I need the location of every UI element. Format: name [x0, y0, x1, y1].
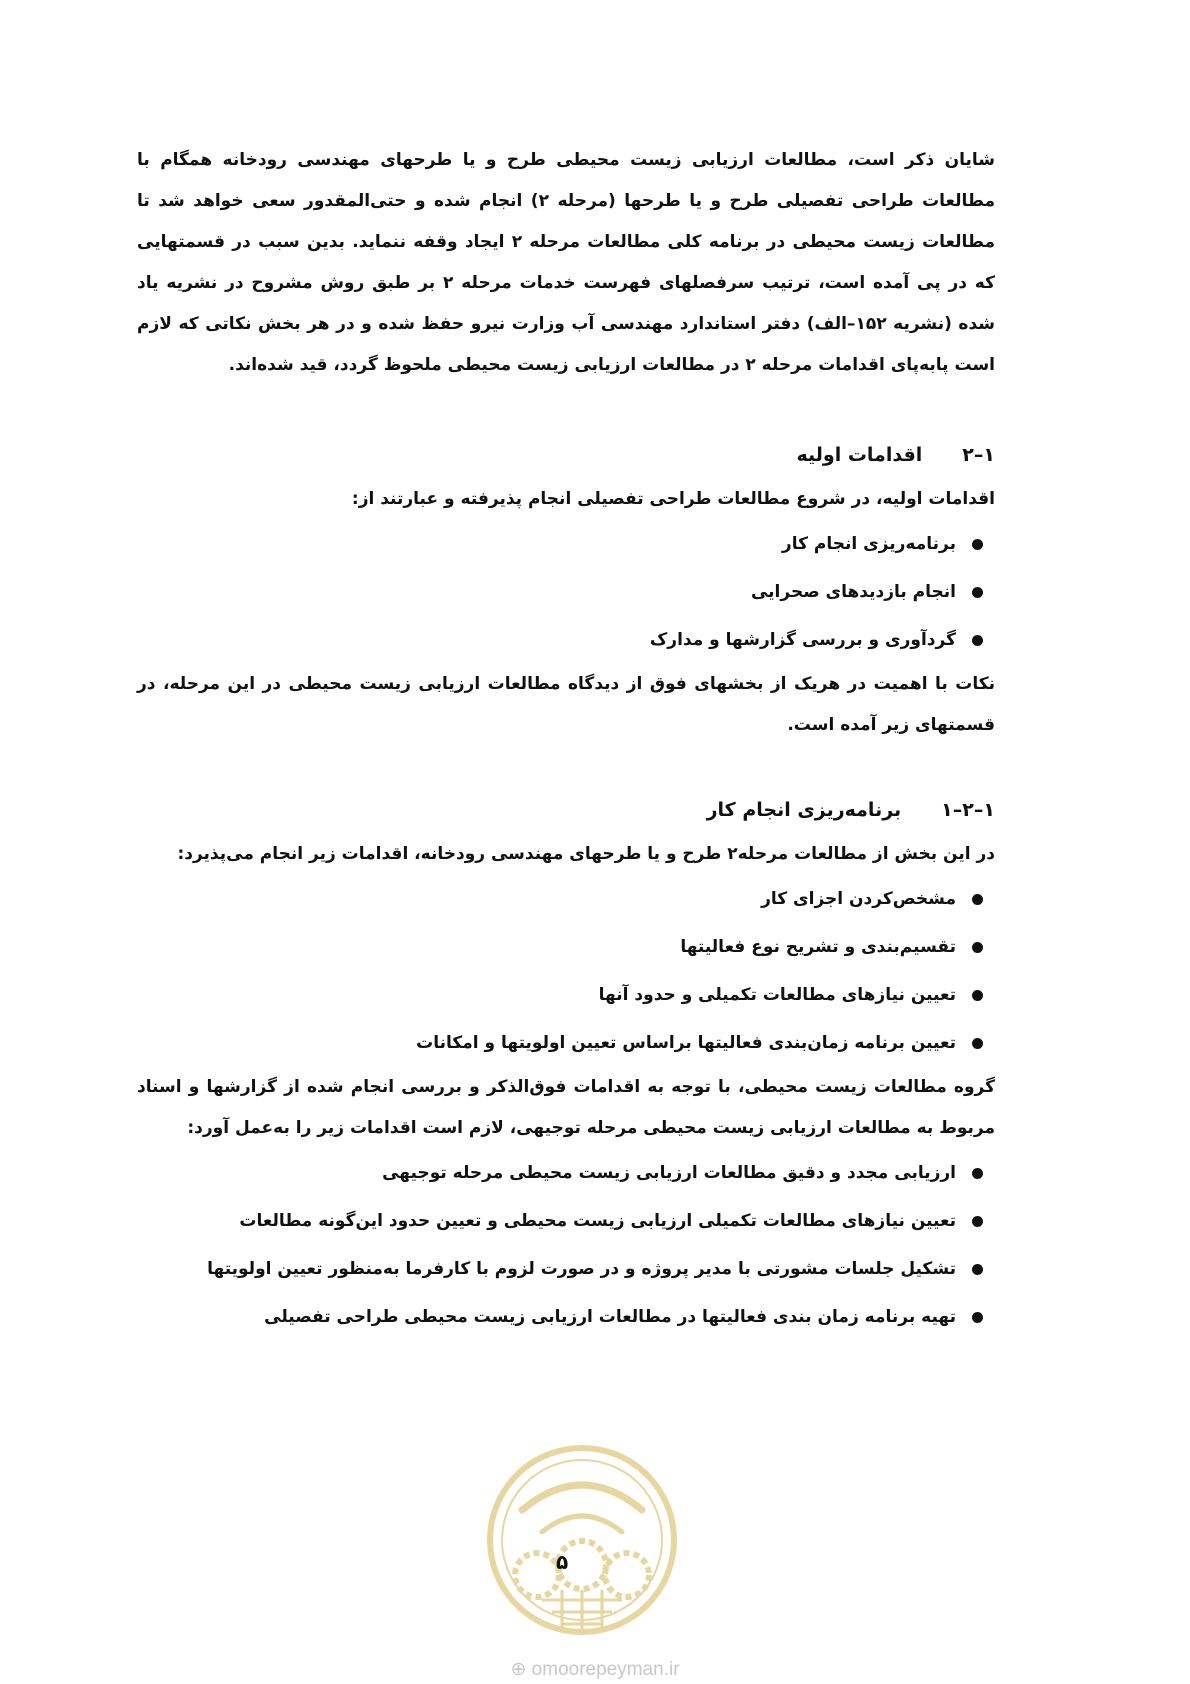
bullet-icon [972, 1216, 983, 1227]
section-number: ۱–۲ [962, 444, 995, 466]
bullet-icon [972, 1168, 983, 1179]
section-closing: نکات با اهمیت در هریک از بخشهای فوق از دیدگاه مطالعات ارزیابی زیست محیطی در این مرحله، در قسمتهای زیر آمده است. [137, 674, 995, 735]
watermark-url: ⊕ omoorepeyman.ir [510, 1659, 680, 1680]
list-item: تقسیم‌بندی و تشریح نوع فعالیتها [137, 923, 983, 971]
bullet-list [137, 1149, 995, 1341]
list-item: تعیین برنامه زمان‌بندی فعالیتها براساس تعیین اولویتها و امکانات [137, 1019, 983, 1067]
list-item: تشکیل جلسات مشورتی با مدیر پروژه و در صورت لزوم با کارفرما به‌منظور تعیین اولویتها [137, 1245, 983, 1293]
bullet-list [137, 875, 995, 1067]
bullet-icon [972, 1038, 983, 1049]
bullet-list [137, 520, 995, 664]
bullet-icon [972, 1312, 983, 1323]
list-item: برنامه‌ریزی انجام کار [137, 520, 983, 568]
bullet-icon [972, 990, 983, 1001]
list-item: مشخص‌کردن اجزای کار [137, 875, 983, 923]
section-heading [137, 431, 995, 479]
subsection-heading [137, 786, 995, 834]
bullet-icon [972, 1264, 983, 1275]
watermark-logo-icon [482, 1440, 682, 1640]
bullet-icon [972, 539, 983, 550]
section-lead: اقدامات اولیه، در شروع مطالعات طراحی تفصیلی انجام پذیرفته و عبارتند از: [351, 489, 995, 509]
bullet-icon [972, 894, 983, 905]
bullet-icon [972, 942, 983, 953]
list-item: انجام بازدیدهای صحرایی [137, 568, 983, 616]
section-title: اقدامات اولیه [796, 444, 923, 466]
list-item: تعیین نیازهای مطالعات تکمیلی ارزیابی زیست محیطی و تعیین حدود این‌گونه مطالعات [137, 1197, 983, 1245]
list-item: تعیین نیازهای مطالعات تکمیلی و حدود آنها [137, 971, 983, 1019]
list-item: تهیه برنامه زمان بندی فعالیتها در مطالعات ارزیابی زیست محیطی طراحی تفصیلی [137, 1293, 983, 1341]
document-page [137, 140, 995, 1341]
page-number: ۵ [556, 1550, 569, 1574]
intro-paragraph: شایان ذکر است، مطالعات ارزیابی زیست محیطی طرح و یا طرحهای مهندسی رودخانه همگام با مطالعات طراحی تفصیلی طرح و یا طرحها (مرحله ۲) انجام شده و حتی‌المقدور سعی خواهد شد تا مطالعات زیست محیطی در برنامه کلی مطالعات مرحله ۲ ایجاد وقفه ننماید. بدین سبب در قسمتهایی که در پی آمده است، ترتیب سرفصلهای فهرست خدمات مرحله ۲ بر طبق روش مشروح در نشریه یاد شده (نشریه ۱۵۲–الف) دفتر استاندارد مهندسی آب وزارت نیرو حفظ شده و در هر بخش نکاتی که لازم است پابه‌پای اقدامات مرحله ۲ در مطالعات ارزیابی زیست محیطی ملحوظ گردد، قید شده‌اند. [137, 150, 995, 375]
subsection-number: ۱–۲–۱ [941, 799, 995, 821]
subsection-middle: گروه مطالعات زیست محیطی، با توجه به اقدامات فوق‌الذکر و بررسی انجام شده از گزارشها و اسناد مربوط به مطالعات ارزیابی زیست محیطی مرحله توجیهی، لازم است اقدامات زیر را به‌عمل آورد: [137, 1077, 995, 1138]
subsection-lead: در این بخش از مطالعات مرحله۲ طرح و یا طرحهای مهندسی رودخانه، اقدامات زیر انجام می‌پذیرد: [177, 844, 995, 864]
bullet-icon [972, 635, 983, 646]
list-item: ارزیابی مجدد و دقیق مطالعات ارزیابی زیست محیطی مرحله توجیهی [137, 1149, 983, 1197]
subsection-title: برنامه‌ریزی انجام کار [706, 799, 902, 821]
bullet-icon [972, 587, 983, 598]
list-item: گردآوری و بررسی گزارشها و مدارک [137, 616, 983, 664]
